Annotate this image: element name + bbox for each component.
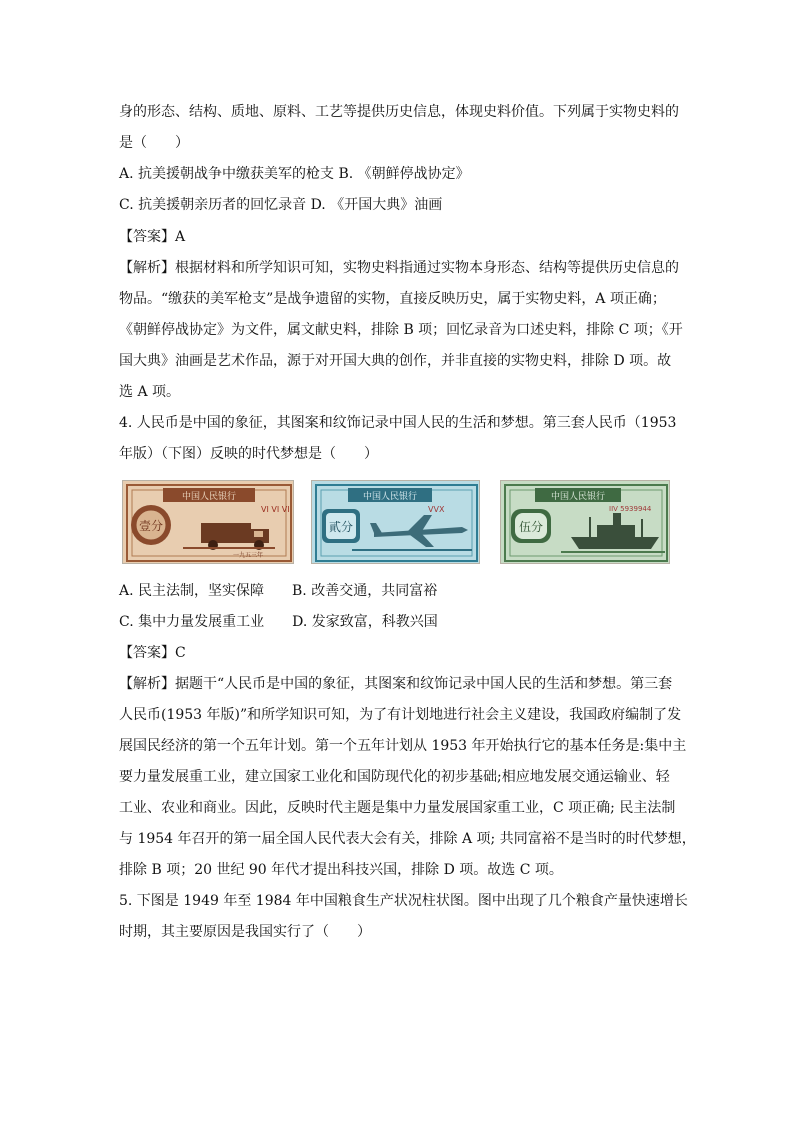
q3-stem-line-2: 是（ ） [119,135,189,151]
q4-answer: 【答案】C [119,645,186,661]
q3-analysis-line-1: 【解析】根据材料和所学知识可知，实物史料指通过实物本身形态、结构等提供历史信息的 [119,260,679,276]
q4-analysis-line-3: 展国民经济的第一个五年计划。第一个五年计划从 1953 年开始执行它的基本任务是:集中主 [119,738,687,754]
year-text: 一九五三年 [233,552,264,559]
q3-stem-line-1: 身的形态、结构、质地、原料、工艺等提供历史信息，体现史料价值。下列属于实物史料的 [119,104,679,120]
banknote-two-fen-illustration [312,481,480,564]
banknote-five-fen [500,480,670,564]
serial-text: VVX [428,505,445,514]
q4-stem-line-2: 年版）（下图）反映的时代梦想是（ ） [119,446,378,462]
q4-analysis-line-6: 与 1954 年召开的第一届全国人民代表大会有关，排除 A 项; 共同富裕不是当时的时代梦想， [119,831,696,847]
q5-stem-line-1: 5. 下图是 1949 年至 1984 年中国粮食生产状况柱状图。图中出现了几个粮食产量快速增长 [119,893,688,909]
q3-option-a-b: A. 抗美援朝战争中缴获美军的枪支 B. 《朝鲜停战协定》 [119,166,470,182]
q4-analysis-line-2: 人民币(1953 年版)”和所学知识可知，为了有计划地进行社会主义建设，我国政府编制了发 [119,707,682,723]
banknote-images [122,480,670,564]
bank-name-text: 中国人民银行 [550,492,606,502]
bank-name-text: 中国人民银行 [181,492,237,502]
denomination-text: 貳分 [328,520,354,534]
banknote-five-fen-illustration [501,481,670,564]
serial-text: IIV 5939944 [609,505,652,513]
q4-analysis-line-5: 工业、农业和商业。因此，反映时代主题是集中力量发展国家重工业，C 项正确; 民主法制 [119,800,676,816]
q4-stem-line-1: 4. 人民币是中国的象征，其图案和纹饰记录中国人民的生活和梦想。第三套人民币（1953 [119,415,677,431]
denomination-text: 壹分 [138,519,164,533]
q3-option-c-d: C. 抗美援朝亲历者的回忆录音 D. 《开国大典》油画 [119,197,443,213]
q4-analysis-line-1: 【解析】据题干“人民币是中国的象征，其图案和纹饰记录中国人民的生活和梦想。第三套 [119,676,673,692]
q4-analysis-line-4: 要力量发展重工业，建立国家工业化和国防现代化的初步基础;相应地发展交通运输业、轻 [119,769,670,785]
banknote-one-fen [122,480,294,564]
q3-analysis-line-4: 国大典》油画是艺术作品，源于对开国大典的创作，并非直接的实物史料，排除 D 项。故 [119,353,672,369]
q4-analysis-line-7: 排除 B 项；20 世纪 90 年代才提出科技兴国，排除 D 项。故选 C 项。 [119,862,563,878]
q5-stem-line-2: 时期，其主要原因是我国实行了（ ） [119,924,371,940]
banknote-two-fen [311,480,480,564]
serial-text: VI VI VI [261,505,290,514]
q3-analysis-line-3: 《朝鲜停战协定》为文件，属文献史料，排除 B 项；回忆录音为口述史料，排除 C 项；《开 [119,322,683,338]
q3-analysis-line-5: 选 A 项。 [119,384,181,400]
denomination-text: 伍分 [518,520,544,534]
banknote-one-fen-illustration [123,481,294,564]
q4-option-c-d: C. 集中力量发展重工业 D. 发家致富，科教兴国 [119,614,438,630]
q3-answer: 【答案】A [119,229,186,245]
q4-option-a-b: A. 民主法制，坚实保障 B. 改善交通，共同富裕 [119,583,438,599]
bank-name-text: 中国人民银行 [362,492,418,502]
q3-analysis-line-2: 物品。“缴获的美军枪支”是战争遗留的实物，直接反映历史，属于实物史料，A 项正确； [119,291,666,307]
